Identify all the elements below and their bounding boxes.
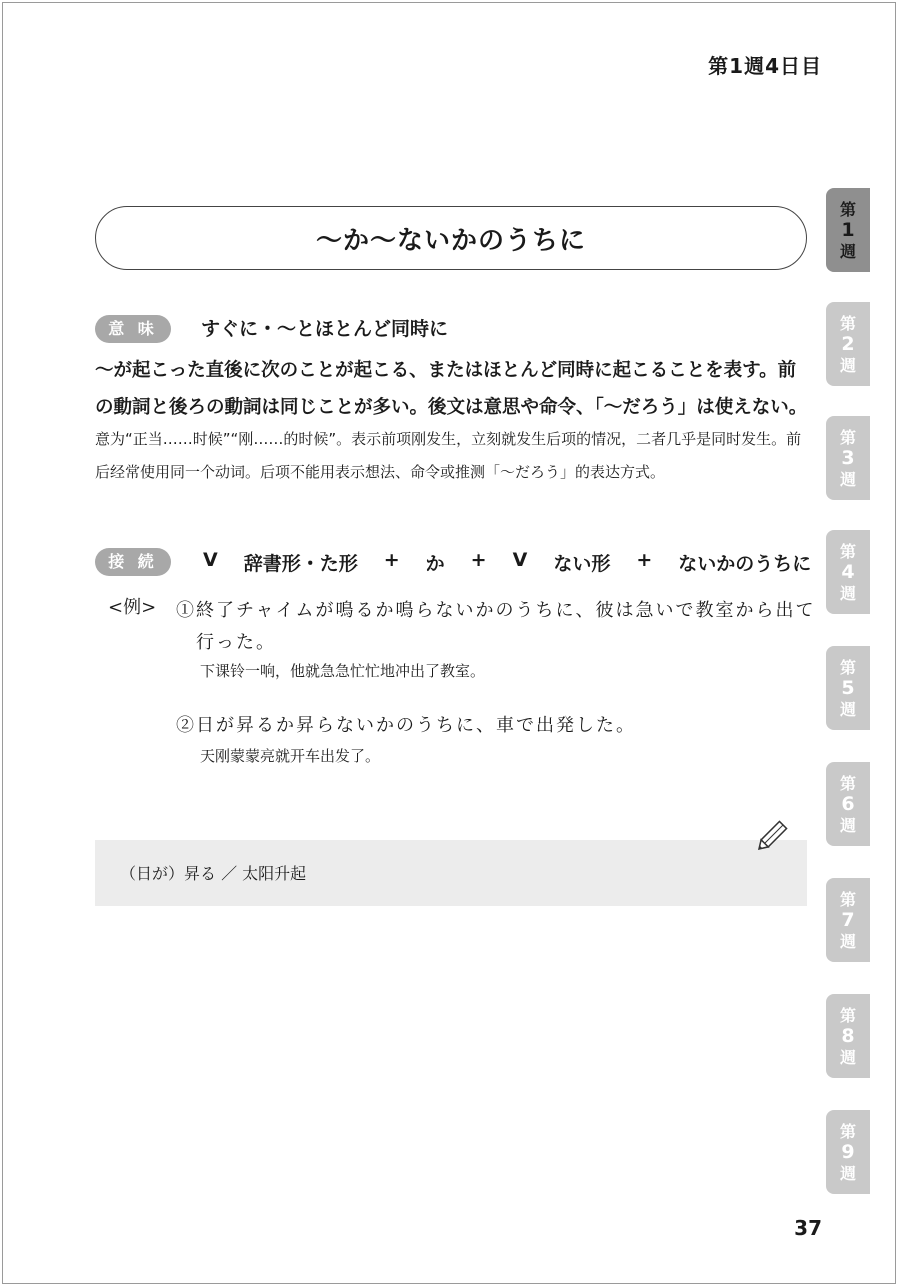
formula-part: + xyxy=(383,548,400,571)
formula-part: 辞書形・た形 xyxy=(243,552,358,575)
pencil-icon xyxy=(752,818,790,860)
meaning-label: 意 味 xyxy=(95,315,171,343)
tab-label-number: 9 xyxy=(841,1140,855,1163)
week-tab-7[interactable] xyxy=(826,878,870,962)
tab-label-bottom: 週 xyxy=(839,1047,856,1067)
page-border xyxy=(2,2,896,1284)
tab-label-top: 第 xyxy=(839,1005,856,1025)
tab-label-number: 5 xyxy=(841,676,855,699)
meaning-line-1: ～が起こった直後に次のことが起こる、またはほとんど同時に起こることを表す。前 xyxy=(95,360,797,381)
week-tab-6[interactable] xyxy=(826,762,870,846)
tab-label-top: 第 xyxy=(839,427,856,447)
connection-formula xyxy=(203,549,811,576)
tab-label-top: 第 xyxy=(839,313,856,333)
tab-label-top: 第 xyxy=(839,1121,856,1141)
grammar-title-box xyxy=(95,206,807,270)
example-label: <例> xyxy=(108,597,157,618)
tab-label-number: 6 xyxy=(841,792,855,815)
vocab-note-text: （日が）昇る ／ 太阳升起 xyxy=(120,864,307,883)
week-tab-8[interactable] xyxy=(826,994,870,1078)
week-tab-2[interactable] xyxy=(826,302,870,386)
example-1-line-2: 行った。 xyxy=(196,632,276,653)
tab-label-number: 3 xyxy=(841,446,855,469)
example-1-line-1: ①終了チャイムが鳴るか鳴らないかのうちに、彼は急いで教室から出て xyxy=(176,600,816,621)
tab-label-bottom: 週 xyxy=(839,241,856,261)
grammar-title: ～か～ないかのうちに xyxy=(315,225,586,256)
tab-label-bottom: 週 xyxy=(839,1163,856,1183)
tab-label-top: 第 xyxy=(839,889,856,909)
tab-label-top: 第 xyxy=(839,541,856,561)
week-tab-9[interactable] xyxy=(826,1110,870,1194)
tab-label-bottom: 週 xyxy=(839,699,856,719)
formula-part: + xyxy=(636,548,653,571)
formula-part: V xyxy=(203,548,218,571)
tab-label-number: 7 xyxy=(841,908,855,931)
tab-label-number: 4 xyxy=(841,560,855,583)
tab-label-number: 1 xyxy=(841,218,855,241)
tab-label-bottom: 週 xyxy=(839,355,856,375)
tab-label-bottom: 週 xyxy=(839,469,856,489)
meaning-header xyxy=(95,314,448,344)
tab-label-top: 第 xyxy=(839,773,856,793)
page-number: 37 xyxy=(794,1216,822,1240)
connection-header xyxy=(95,548,811,576)
connection-label: 接 続 xyxy=(95,548,171,576)
formula-part: ないかのうちに xyxy=(678,552,812,575)
tab-label-number: 2 xyxy=(841,332,855,355)
formula-part: V xyxy=(512,548,528,571)
example-1-translation: 下课铃一响，他就急急忙忙地冲出了教室。 xyxy=(200,662,486,680)
meaning-line-2: の動詞と後ろの動詞は同じことが多い。後文は意思や命令、「～だろう」は使えない。 xyxy=(95,397,808,418)
example-2-line-1: ②日が昇るか昇らないかのうちに、車で出発した。 xyxy=(176,715,636,736)
week-tab-3[interactable] xyxy=(826,416,870,500)
header-week-day: 第1週4日目 xyxy=(708,54,822,78)
week-tab-1[interactable] xyxy=(826,188,870,272)
week-tab-5[interactable] xyxy=(826,646,870,730)
tab-label-bottom: 週 xyxy=(839,815,856,835)
formula-part: か xyxy=(425,552,445,575)
tab-label-bottom: 週 xyxy=(839,583,856,603)
tab-label-top: 第 xyxy=(839,657,856,677)
formula-part: ない形 xyxy=(553,552,611,575)
example-2-translation: 天刚蒙蒙亮就开车出发了。 xyxy=(200,747,381,765)
tab-label-number: 8 xyxy=(841,1024,855,1047)
meaning-explanation xyxy=(95,352,807,426)
tab-label-top: 第 xyxy=(839,199,856,219)
week-tab-4[interactable] xyxy=(826,530,870,614)
tab-label-bottom: 週 xyxy=(839,931,856,951)
meaning-chinese: 意为“正当……时候”“刚……的时候”。表示前项刚发生，立刻就发生后项的情况，二者几乎是同时发生。前后经常使用同一个动词。后项不能用表示想法、命令或推测「～だろう」的表达方式。 xyxy=(95,430,802,481)
meaning-summary: すぐに・～とほとんど同時に xyxy=(201,318,449,340)
formula-part: + xyxy=(470,548,487,571)
